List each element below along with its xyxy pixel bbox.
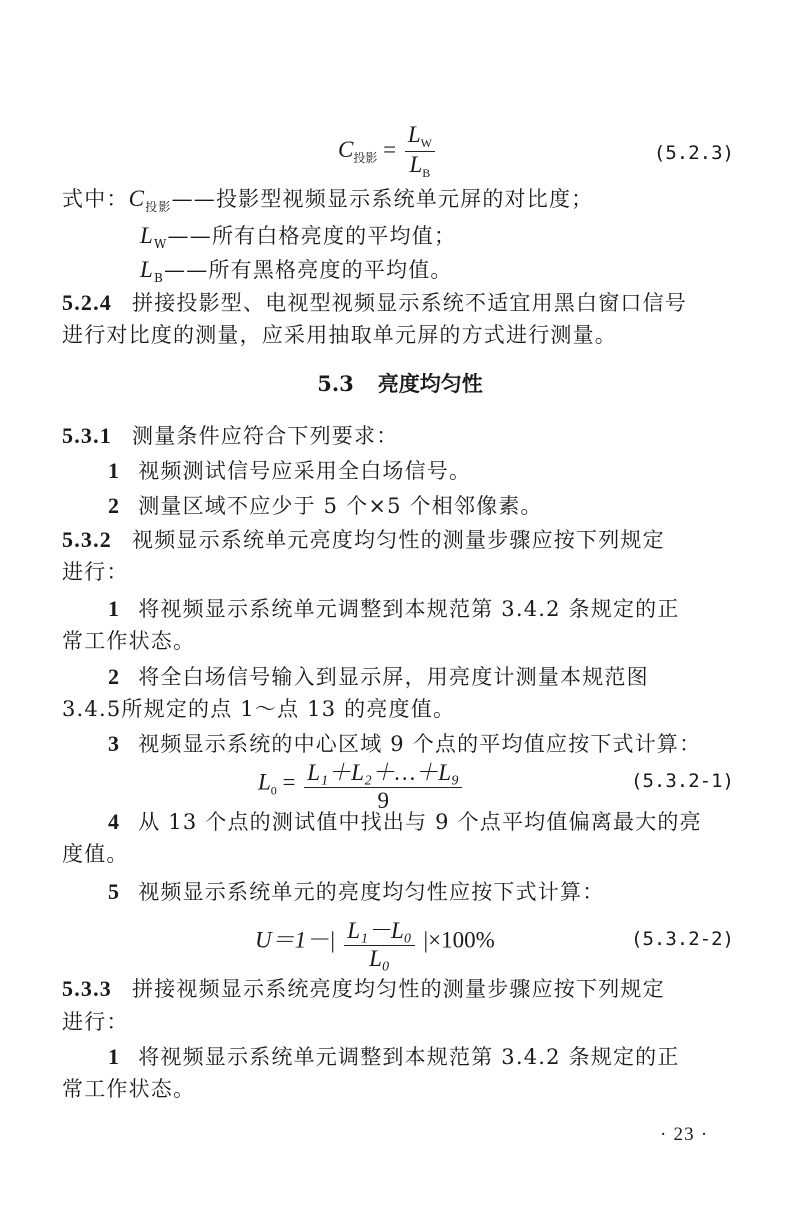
denominator: L (409, 152, 423, 177)
item-number: 3 (108, 731, 121, 756)
fraction (344, 912, 415, 972)
list-item (108, 1041, 680, 1071)
formula-lhs: U＝1－| (255, 927, 336, 953)
list-item (108, 490, 543, 520)
equation-label: (5.3.2-2) (631, 928, 734, 950)
list-item (108, 455, 471, 485)
item-number: 5 (108, 879, 121, 904)
where-lw (140, 220, 456, 251)
formula-rhs: |×100% (423, 927, 495, 953)
list-item (108, 876, 604, 906)
list-item (108, 806, 702, 836)
clause-number: 5.2.4 (62, 290, 112, 315)
page-number: · 23 · (660, 1124, 709, 1145)
item-number: 1 (108, 458, 121, 483)
list-item (108, 661, 649, 691)
item-text-cont: 3.4.5所规定的点 1～点 13 的亮度值。 (62, 697, 456, 721)
item-number: 1 (108, 1044, 121, 1069)
equation-label: (5.3.2-1) (631, 770, 734, 792)
item-text: 将视频显示系统单元调整到本规范第 3.4.2 条规定的正 (138, 597, 680, 621)
description: ——所有白格亮度的平均值； (167, 224, 457, 248)
where-c (62, 183, 593, 215)
equals: = (282, 769, 296, 795)
section-heading (0, 368, 800, 398)
clause-text: 拼接投影型、电视型视频显示系统不适宜用黑白窗口信号 (132, 291, 687, 315)
subscript: B (422, 166, 431, 180)
item-number: 2 (108, 493, 121, 518)
clause-5-3-2 (62, 524, 665, 554)
numerator: L₁－L₀ (344, 912, 415, 946)
section-number: 5.3 (317, 371, 354, 396)
clause-5-3-1 (62, 420, 398, 450)
formula-5-3-2-2 (255, 912, 495, 972)
symbol: C (338, 136, 354, 162)
where-lb (140, 254, 453, 285)
item-text-cont: 常工作状态。 (62, 629, 196, 653)
subscript: W (154, 237, 168, 251)
item-text: 视频显示系统的中心区域 9 个点的平均值应按下式计算： (138, 732, 702, 756)
item-number: 1 (108, 596, 121, 621)
clause-text: 视频显示系统单元亮度均匀性的测量步骤应按下列规定 (132, 528, 665, 552)
symbol: L (140, 223, 154, 248)
item-text: 视频显示系统单元的亮度均匀性应按下式计算： (138, 880, 605, 904)
numerator: L₁＋L₂＋…＋L₉ (304, 754, 462, 788)
item-number: 4 (108, 809, 121, 834)
item-text: 将视频显示系统单元调整到本规范第 3.4.2 条规定的正 (138, 1045, 680, 1069)
symbol: C (128, 186, 146, 211)
fraction (304, 754, 462, 814)
symbol: L (140, 257, 154, 282)
clause-text-cont: 进行： (62, 560, 129, 584)
clause-text-cont: 进行对比度的测量，应采用抽取单元屏的方式进行测量。 (62, 323, 617, 347)
clause-5-2-4 (62, 287, 687, 317)
denominator: L₀ (369, 946, 390, 971)
where-prefix: 式中： (62, 187, 129, 211)
item-text: 测量区域不应少于 5 个×5 个相邻像素。 (138, 494, 543, 518)
section-title: 亮度均匀性 (377, 371, 483, 396)
numerator: L (407, 122, 421, 147)
formula-5-2-3 (338, 122, 438, 181)
subscript: 投影 (353, 150, 378, 165)
description: ——投影型视频显示系统单元屏的对比度； (171, 187, 594, 211)
denominator: 9 (377, 788, 389, 813)
symbol: L (258, 769, 271, 795)
formula-5-3-2-1 (258, 754, 465, 814)
item-number: 2 (108, 664, 121, 689)
clause-number: 5.3.3 (62, 976, 112, 1001)
item-text: 视频测试信号应采用全白场信号。 (138, 459, 472, 483)
description: ——所有黑格亮度的平均值。 (164, 258, 453, 282)
item-text-cont: 常工作状态。 (62, 1077, 196, 1101)
subscript: 0 (270, 783, 277, 798)
clause-text: 拼接视频显示系统亮度均匀性的测量步骤应按下列规定 (132, 977, 665, 1001)
item-text: 将全白场信号输入到显示屏，用亮度计测量本规范图 (138, 665, 649, 689)
subscript: W (420, 136, 432, 150)
fraction (405, 122, 435, 181)
subscript: B (154, 271, 165, 285)
subscript: 投影 (145, 200, 172, 214)
equation-label: (5.2.3) (653, 142, 734, 164)
list-item (108, 593, 680, 623)
clause-number: 5.3.2 (62, 527, 112, 552)
clause-text-cont: 进行： (62, 1010, 129, 1034)
equals: = (383, 136, 397, 162)
clause-text: 测量条件应符合下列要求： (132, 424, 399, 448)
clause-5-3-3 (62, 973, 665, 1003)
item-text: 从 13 个点的测试值中找出与 9 个点平均值偏离最大的亮 (138, 810, 702, 834)
item-text-cont: 度值。 (62, 842, 129, 866)
clause-number: 5.3.1 (62, 423, 112, 448)
